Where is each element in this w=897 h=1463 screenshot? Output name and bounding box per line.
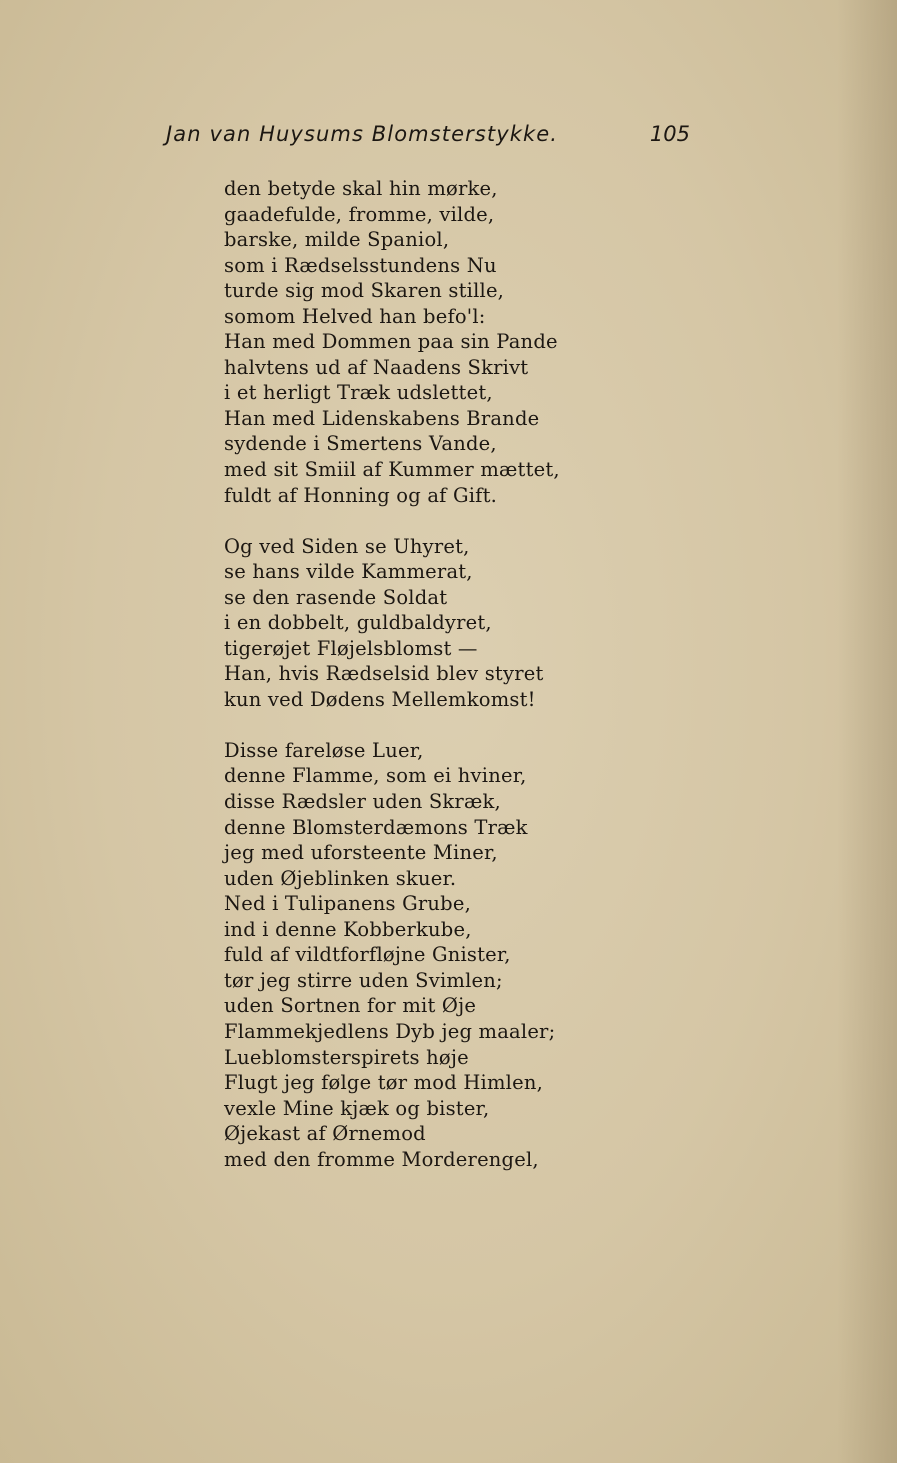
poem-line: disse Rædsler uden Skræk, [224, 790, 501, 814]
poem-line: tigerøjet Fløjelsblomst — [224, 636, 478, 660]
poem-line: uden Øjeblinken skuer. [224, 866, 457, 890]
poem-line: med den fromme Morderengel, [224, 1147, 539, 1171]
poem-line: Han med Dommen paa sin Pande [224, 330, 558, 354]
poem-line: denne Blomsterdæmons Træk [224, 815, 528, 839]
poem-line: fuld af vildtforfløjne Gnister, [224, 943, 511, 967]
stanza-2 [224, 534, 644, 713]
running-title: Jan van Huysums Blomsterstykke. [166, 122, 559, 146]
poem-line: sydende i Smertens Vande, [224, 432, 497, 456]
page-number: 105 [649, 122, 690, 146]
poem-line: Han med Lidenskabens Brande [224, 406, 540, 430]
poem-line: vexle Mine kjæk og bister, [224, 1096, 490, 1120]
poem-line: Han, hvis Rædselsid blev styret [224, 662, 544, 686]
page-header [166, 122, 690, 156]
poem-line: jeg med uforsteente Miner, [224, 841, 498, 865]
poem-line: Øjekast af Ørnemod [224, 1122, 426, 1146]
stanza-3 [224, 738, 644, 1172]
poem-line: Lueblomsterspirets høje [224, 1045, 469, 1069]
poem-line: med sit Smiil af Kummer mættet, [224, 458, 560, 482]
poem-line: turde sig mod Skaren stille, [224, 279, 505, 303]
poem-line: uden Sortnen for mit Øje [224, 994, 477, 1018]
poem-line: Disse fareløse Luer, [224, 738, 424, 762]
poem-line: i et herligt Træk udslettet, [224, 381, 493, 405]
poem-line: somom Helved han befo'l: [224, 304, 486, 328]
page-edge-shading [837, 0, 897, 1463]
stanza-1 [224, 176, 644, 508]
poem-line: se den rasende Soldat [224, 585, 448, 609]
poem-line: Flammekjedlens Dyb jeg maaler; [224, 1019, 556, 1043]
poem-line: Ned i Tulipanens Grube, [224, 892, 472, 916]
poem-body [224, 176, 644, 1198]
poem-line: denne Flamme, som ei hviner, [224, 764, 527, 788]
poem-line: kun ved Dødens Mellemkomst! [224, 687, 536, 711]
poem-line: Flugt jeg følge tør mod Himlen, [224, 1071, 543, 1095]
poem-line: ind i denne Kobberkube, [224, 917, 472, 941]
poem-line: den betyde skal hin mørke, [224, 177, 498, 200]
poem-line: i en dobbelt, guldbaldyret, [224, 611, 492, 635]
poem-line: barske, milde Spaniol, [224, 228, 450, 252]
poem-line: se hans vilde Kammerat, [224, 560, 473, 584]
poem-line: gaadefulde, fromme, vilde, [224, 202, 495, 226]
poem-line: Og ved Siden se Uhyret, [224, 534, 470, 558]
poem-line: fuldt af Honning og af Gift. [224, 483, 498, 507]
poem-line: som i Rædselsstundens Nu [224, 253, 497, 277]
poem-line: tør jeg stirre uden Svimlen; [224, 968, 503, 992]
poem-line: halvtens ud af Naadens Skrivt [224, 355, 529, 379]
